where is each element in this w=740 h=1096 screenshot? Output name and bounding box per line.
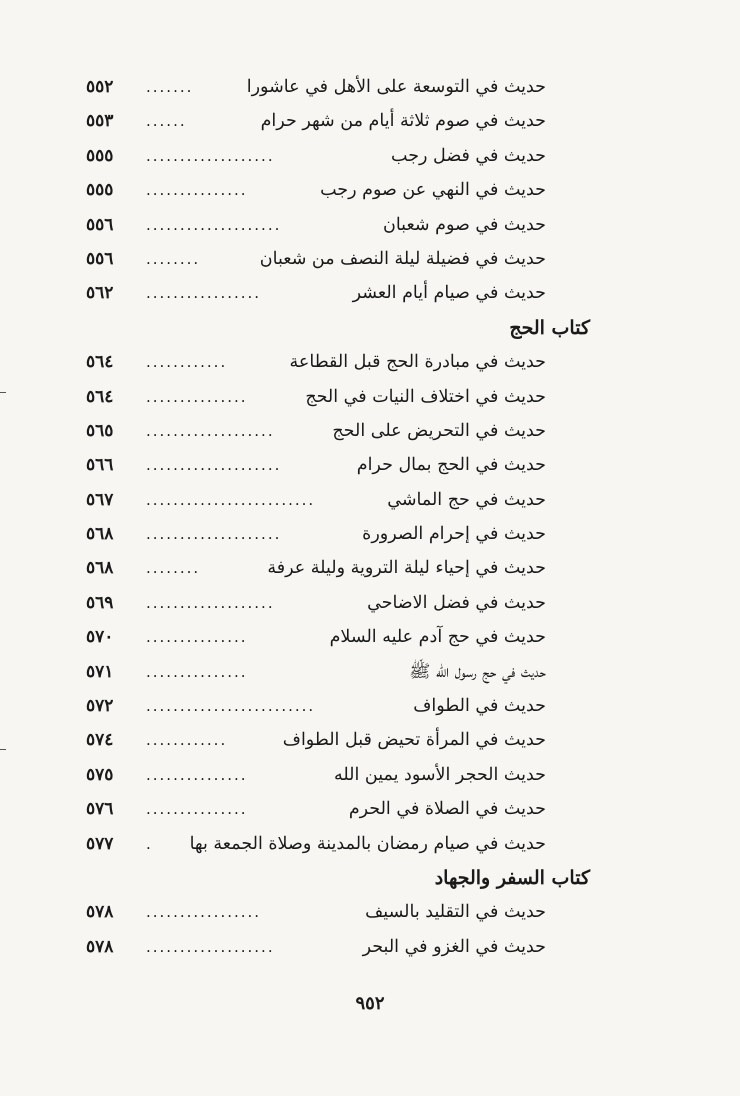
scan-mark (0, 392, 6, 393)
toc-entry (86, 517, 546, 551)
entry-title: حديث في صيام أيام العشر (352, 283, 546, 304)
toc-entry (86, 414, 546, 448)
toc-entry (86, 483, 546, 517)
leader-dots: ............... (146, 662, 248, 681)
toc-entry (86, 242, 546, 276)
leader-dots: ................. (146, 284, 262, 303)
entry-page-number: ٥٦٨ (86, 524, 114, 545)
toc-entry (86, 104, 546, 138)
entry-title: حديث في فضل الاضاحي (367, 592, 546, 613)
leader-dots: ......................... (146, 490, 316, 509)
entry-page-number: ٥٧٨ (86, 902, 114, 923)
toc-entry (86, 448, 546, 482)
toc-entry (86, 70, 546, 104)
entry-page-number: ٥٦٧ (86, 489, 114, 510)
entry-page-number: ٥٥٣ (86, 111, 114, 132)
entry-page-number: ٥٧٧ (86, 833, 114, 854)
entry-title: حديث في فضل رجب (391, 145, 546, 166)
entry-page-number: ٥٧٨ (86, 936, 114, 957)
entry-title: حديث في النهي عن صوم رجب (320, 180, 546, 201)
entry-title: حديث في إحرام الصرورة (362, 524, 546, 545)
leader-dots: ............... (146, 628, 248, 647)
entry-title: حديث في التقليد بالسيف (365, 902, 546, 923)
entry-title: حديث في صيام رمضان بالمدينة وصلاة الجمعة بها (189, 833, 546, 854)
entry-page-number: ٥٥٥ (86, 145, 114, 166)
entry-page-number: ٥٦٥ (86, 420, 114, 441)
entry-title: حديث الحجر الأسود يمين الله (333, 764, 546, 785)
entry-title: حديث في صوم شعبان (382, 214, 546, 235)
toc-section (86, 311, 590, 861)
entry-title: حديث في حج آدم عليه السلام (329, 627, 546, 648)
leader-dots: ................... (146, 593, 275, 612)
toc-entry (86, 930, 546, 964)
footer-page-number: ٩٥٢ (355, 993, 385, 1014)
entry-page-number: ٥٧٤ (86, 730, 114, 751)
leader-dots: .................... (146, 525, 282, 544)
toc-entry (86, 723, 546, 757)
leader-dots: ........ (146, 559, 201, 578)
entry-title: حديث في إحياء ليلة التروية وليلة عرفة (267, 558, 546, 579)
toc-entry (86, 276, 546, 310)
entry-title: حديث في الغزو في البحر (362, 936, 546, 957)
leader-dots: ................... (146, 146, 275, 165)
entry-page-number: ٥٧٠ (86, 627, 114, 648)
leader-dots: ......................... (146, 697, 316, 716)
entry-page-number: ٥٦٩ (86, 592, 114, 613)
entry-title: حديث في التوسعة على الأهل في عاشورا (246, 77, 546, 97)
leader-dots: ....... (146, 78, 194, 96)
entry-title: حديث في مبادرة الحج قبل القطاعة (289, 352, 546, 373)
entry-title: حديث في حج الماشي (387, 489, 546, 510)
toc-entry (86, 689, 546, 723)
entry-title: حديث في اختلاف النيات في الحج (305, 386, 546, 407)
leader-dots: ...... (146, 112, 187, 131)
entry-page-number: ٥٦٨ (86, 558, 114, 579)
toc-entry (86, 792, 546, 826)
toc-entry (86, 345, 546, 379)
toc-entry (86, 551, 546, 585)
leader-dots: .................... (146, 215, 282, 234)
entry-page-number: ٥٧١ (86, 661, 114, 682)
scan-mark (0, 749, 6, 750)
leader-dots: ........ (146, 249, 201, 268)
entry-page-number: ٥٥٦ (86, 248, 114, 269)
leader-dots: ............... (146, 800, 248, 819)
toc-entry (86, 895, 546, 929)
toc-entry (86, 139, 546, 173)
toc-section (86, 70, 546, 311)
entry-page-number: ٥٥٥ (86, 180, 114, 201)
toc-entry (86, 208, 546, 242)
entry-title: حديث في الصلاة في الحرم (348, 799, 546, 820)
leader-dots: . (146, 834, 153, 853)
entry-title: حديث في حج رسول الله ﷺ (409, 661, 546, 682)
entry-title: حديث في الطواف (413, 696, 546, 717)
entry-page-number: ٥٧٢ (86, 696, 114, 717)
entry-title: حديث في المرأة تحيض قبل الطواف (282, 730, 546, 751)
entry-page-number: ٥٦٢ (86, 283, 114, 304)
leader-dots: ............... (146, 765, 248, 784)
leader-dots: ............ (146, 731, 228, 750)
entry-page-number: ٥٧٦ (86, 799, 114, 820)
leader-dots: ................. (146, 903, 262, 922)
entry-page-number: ٥٦٤ (86, 386, 114, 407)
toc-entry (86, 827, 546, 861)
leader-dots: .................... (146, 456, 282, 475)
entry-page-number: ٥٥٦ (86, 214, 114, 235)
entry-page-number: ٥٦٦ (86, 455, 114, 476)
table-of-contents (86, 70, 590, 964)
toc-entry (86, 586, 546, 620)
leader-dots: ............... (146, 387, 248, 406)
leader-dots: ................... (146, 937, 275, 956)
entry-title: حديث في فضيلة ليلة النصف من شعبان (259, 248, 546, 269)
leader-dots: ................... (146, 421, 275, 440)
leader-dots: ............... (146, 181, 248, 200)
toc-entry (86, 655, 546, 689)
entry-page-number: ٥٦٤ (86, 352, 114, 373)
toc-entry (86, 173, 546, 207)
entry-page-number: ٥٥٢ (86, 77, 114, 97)
toc-entry (86, 758, 546, 792)
toc-entry (86, 380, 546, 414)
entry-title: حديث في الحج بمال حرام (356, 455, 546, 476)
section-heading: كتاب السفر والجهاد (434, 866, 590, 889)
toc-section (86, 861, 590, 964)
toc-entry (86, 620, 546, 654)
entry-title: حديث في التحريض على الحج (332, 420, 546, 441)
leader-dots: ............ (146, 353, 228, 372)
section-heading: كتاب الحج (509, 316, 590, 339)
entry-page-number: ٥٧٥ (86, 764, 114, 785)
entry-title: حديث في صوم ثلاثة أيام من شهر حرام (260, 111, 546, 132)
